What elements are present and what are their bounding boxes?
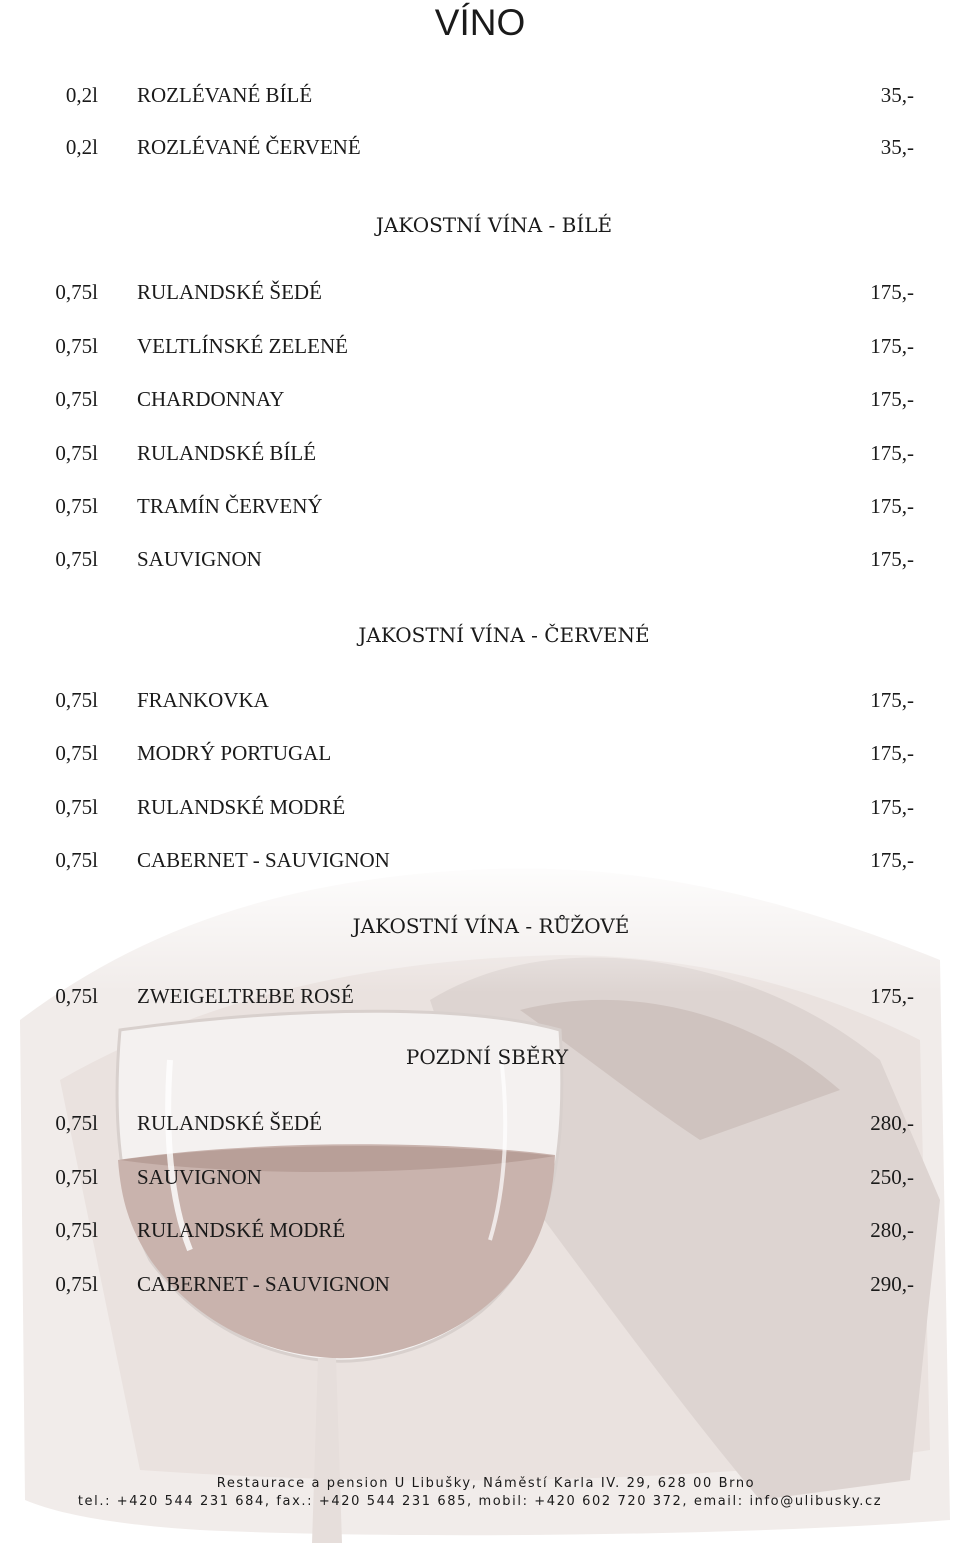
item-volume: 0,75l bbox=[55, 848, 98, 872]
page-title: VÍNO bbox=[434, 2, 526, 43]
item-volume: 0,75l bbox=[55, 280, 98, 304]
item-name: RULANDSKÉ ŠEDÉ bbox=[137, 280, 322, 304]
menu-item-row bbox=[0, 792, 960, 822]
menu-item-row bbox=[0, 80, 960, 110]
item-volume: 0,75l bbox=[55, 387, 98, 411]
footer-contacts: tel.: +420 544 231 684, fax.: +420 544 231 685, mobil: +420 602 720 372, email: info@ulibusky.cz bbox=[77, 1494, 883, 1509]
menu-item-row bbox=[0, 1269, 960, 1299]
menu-item-row bbox=[0, 544, 960, 574]
item-name: TRAMÍN ČERVENÝ bbox=[137, 494, 323, 518]
item-name: RULANDSKÉ MODRÉ bbox=[137, 1218, 346, 1242]
item-name: RULANDSKÉ MODRÉ bbox=[137, 795, 346, 819]
menu-item-row bbox=[0, 685, 960, 715]
item-price: 175,- bbox=[870, 547, 914, 571]
item-name: ZWEIGELTREBE ROSÉ bbox=[137, 984, 354, 1008]
item-volume: 0,75l bbox=[55, 494, 98, 518]
item-name: CABERNET - SAUVIGNON bbox=[137, 848, 390, 872]
item-price: 175,- bbox=[870, 984, 914, 1008]
item-volume: 0,75l bbox=[55, 441, 98, 465]
menu-item-row bbox=[0, 1215, 960, 1245]
section-heading-white: JAKOSTNÍ VÍNA - BÍLÉ bbox=[375, 213, 613, 237]
item-price: 175,- bbox=[870, 494, 914, 518]
item-price: 175,- bbox=[870, 387, 914, 411]
item-volume: 0,2l bbox=[65, 83, 98, 107]
menu-item-row bbox=[0, 1162, 960, 1192]
menu-item-row bbox=[0, 1108, 960, 1138]
item-price: 175,- bbox=[870, 741, 914, 765]
item-volume: 0,75l bbox=[55, 1218, 98, 1242]
menu-item-row bbox=[0, 491, 960, 521]
item-price: 290,- bbox=[870, 1272, 914, 1296]
section-heading-rose: JAKOSTNÍ VÍNA - RŮŽOVÉ bbox=[352, 914, 630, 938]
item-name: CABERNET - SAUVIGNON bbox=[137, 1272, 390, 1296]
item-price: 175,- bbox=[870, 688, 914, 712]
item-price: 280,- bbox=[870, 1218, 914, 1242]
menu-item-row bbox=[0, 132, 960, 162]
item-price: 35,- bbox=[880, 83, 914, 107]
item-volume: 0,75l bbox=[55, 1272, 98, 1296]
item-volume: 0,75l bbox=[55, 795, 98, 819]
item-name: RULANDSKÉ BÍLÉ bbox=[137, 441, 317, 465]
item-price: 175,- bbox=[870, 795, 914, 819]
menu-item-row bbox=[0, 384, 960, 414]
menu-item-row bbox=[0, 981, 960, 1011]
footer-address: Restaurace a pension U Libušky, Náměstí Karla IV. 29, 628 00 Brno bbox=[216, 1476, 756, 1491]
menu-item-row bbox=[0, 331, 960, 361]
item-name: RULANDSKÉ ŠEDÉ bbox=[137, 1111, 322, 1135]
item-volume: 0,75l bbox=[55, 547, 98, 571]
menu-item-row bbox=[0, 277, 960, 307]
item-price: 250,- bbox=[870, 1165, 914, 1189]
item-volume: 0,2l bbox=[65, 135, 98, 159]
item-volume: 0,75l bbox=[55, 688, 98, 712]
item-volume: 0,75l bbox=[55, 984, 98, 1008]
section-heading-red: JAKOSTNÍ VÍNA - ČERVENÉ bbox=[358, 623, 650, 647]
item-name: CHARDONNAY bbox=[137, 387, 285, 411]
section-heading-late-harvest: POZDNÍ SBĚRY bbox=[405, 1045, 569, 1069]
item-volume: 0,75l bbox=[55, 741, 98, 765]
item-price: 175,- bbox=[870, 334, 914, 358]
item-price: 35,- bbox=[880, 135, 914, 159]
item-volume: 0,75l bbox=[55, 1111, 98, 1135]
item-name: VELTLÍNSKÉ ZELENÉ bbox=[137, 334, 348, 358]
item-name: ROZLÉVANÉ ČERVENÉ bbox=[137, 135, 361, 159]
menu-item-row bbox=[0, 845, 960, 875]
item-price: 175,- bbox=[870, 441, 914, 465]
item-name: MODRÝ PORTUGAL bbox=[137, 741, 332, 765]
item-name: FRANKOVKA bbox=[137, 688, 269, 712]
menu-item-row bbox=[0, 738, 960, 768]
item-name: SAUVIGNON bbox=[137, 547, 262, 571]
item-price: 175,- bbox=[870, 280, 914, 304]
item-name: SAUVIGNON bbox=[137, 1165, 262, 1189]
item-name: ROZLÉVANÉ BÍLÉ bbox=[137, 83, 313, 107]
item-volume: 0,75l bbox=[55, 1165, 98, 1189]
item-price: 280,- bbox=[870, 1111, 914, 1135]
item-price: 175,- bbox=[870, 848, 914, 872]
menu-item-row bbox=[0, 438, 960, 468]
item-volume: 0,75l bbox=[55, 334, 98, 358]
